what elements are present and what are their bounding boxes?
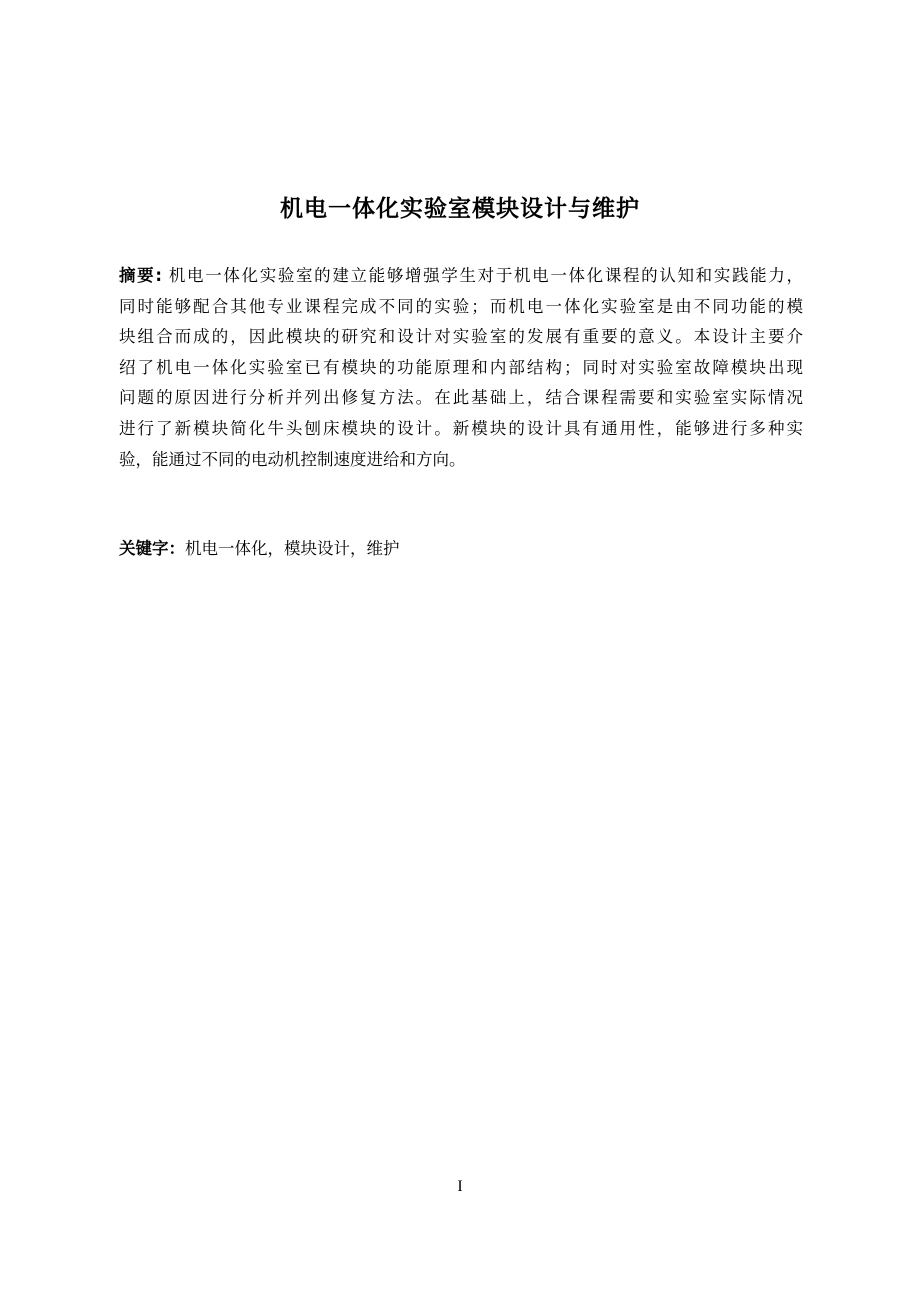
page-number: I	[457, 1178, 463, 1195]
abstract-text-line-5: 问题的原因进行分析并列出修复方法。在此基础上，结合课程需要和实验室实际情况	[119, 388, 803, 408]
document-title: 机电一体化实验室模块设计与维护	[280, 196, 640, 222]
abstract-section	[119, 261, 803, 475]
abstract-text-line-6: 进行了新模块简化牛头刨床模块的设计。新模块的设计具有通用性，能够进行多种实	[119, 418, 803, 438]
keywords-section	[119, 536, 400, 562]
abstract-text-line-1: 机电一体化实验室的建立能够增强学生对于机电一体化课程的认知和实践能力，	[168, 266, 804, 285]
abstract-line	[119, 261, 803, 292]
abstract-label: 摘要:	[119, 266, 162, 285]
abstract-text-line-2: 同时能够配合其他专业课程完成不同的实验；而机电一体化实验室是由不同功能的模	[119, 296, 803, 316]
abstract-text-line-3: 块组合而成的，因此模块的研究和设计对实验室的发展有重要的意义。本设计主要介	[119, 327, 803, 347]
abstract-text-line-4: 绍了机电一体化实验室已有模块的功能原理和内部结构；同时对实验室故障模块出现	[119, 357, 803, 377]
keywords-text: 机电一体化，模块设计，维护	[185, 539, 400, 558]
abstract-text-line-7: 验，能通过不同的电动机控制速度进给和方向。	[119, 449, 466, 469]
keywords-label: 关键字：	[119, 539, 185, 558]
